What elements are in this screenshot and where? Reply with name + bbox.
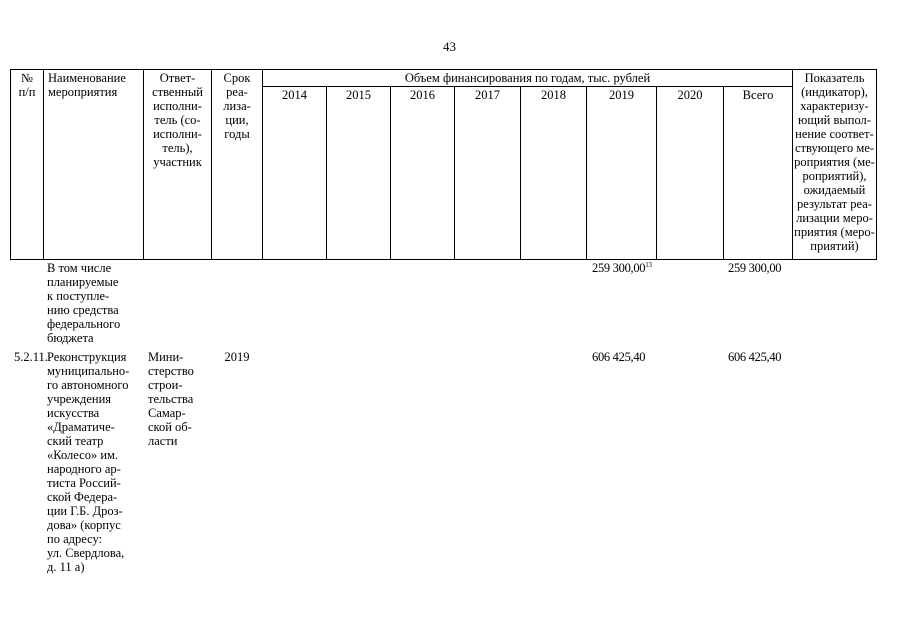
row-value-total: 259 300,00 — [728, 261, 782, 275]
row-name: В том числе планируемые к поступле- нию средства федерального бюджета — [47, 261, 121, 345]
header-year-2014: 2014 — [282, 88, 307, 102]
header-total: Всего — [742, 88, 774, 102]
header-indicator: Показатель (индикатор), характеризу- ющий выпол- нение соответ- ствующего ме- роприятия (ме- роприятий), ожидаемый результат реа- лизации меро- приятия (меро- приятий) — [794, 71, 875, 253]
header-term: Срок реа- лиза- ции, годы — [223, 71, 251, 141]
page-number: 43 — [443, 39, 456, 54]
header-year-2020: 2020 — [677, 88, 703, 102]
header-year-2017: 2017 — [475, 88, 500, 102]
footnote-mark: 13 — [645, 260, 652, 269]
header-year-2019: 2019 — [609, 88, 634, 102]
row-responsible: Мини- стерство строи- тельства Самар- ской об- ласти — [148, 350, 194, 448]
row-term: 2019 — [224, 350, 250, 364]
header-name: Наименование мероприятия — [48, 71, 126, 99]
row-value-2019: 259 300,00$^{13}$ — [592, 260, 652, 275]
row-value-2019: 606 425,40 — [592, 350, 646, 364]
header-year-2018: 2018 — [541, 88, 566, 102]
header-year-2016: 2016 — [410, 88, 435, 102]
header-funding-title: Объем финансирования по годам, тыс. рублей — [404, 71, 651, 85]
header-no: № п/п — [18, 71, 36, 99]
row-value-total: 606 425,40 — [728, 350, 782, 364]
header-responsible: Ответ- ственный исполни- тель (со- исполни- тель), участник — [152, 71, 203, 169]
row-number: 5.2.11. — [14, 350, 48, 364]
header-year-2015: 2015 — [346, 88, 371, 102]
row-name: Реконструкция муниципально- го автономного учреждения искусства «Драматиче- ский театр «Колесо» им. народного ар- тиста Россий- ской Федера- ции Г.Б. Дроз- дова» (корпус по адресу: ул. Свердлова, д. 11 а) — [47, 350, 130, 574]
